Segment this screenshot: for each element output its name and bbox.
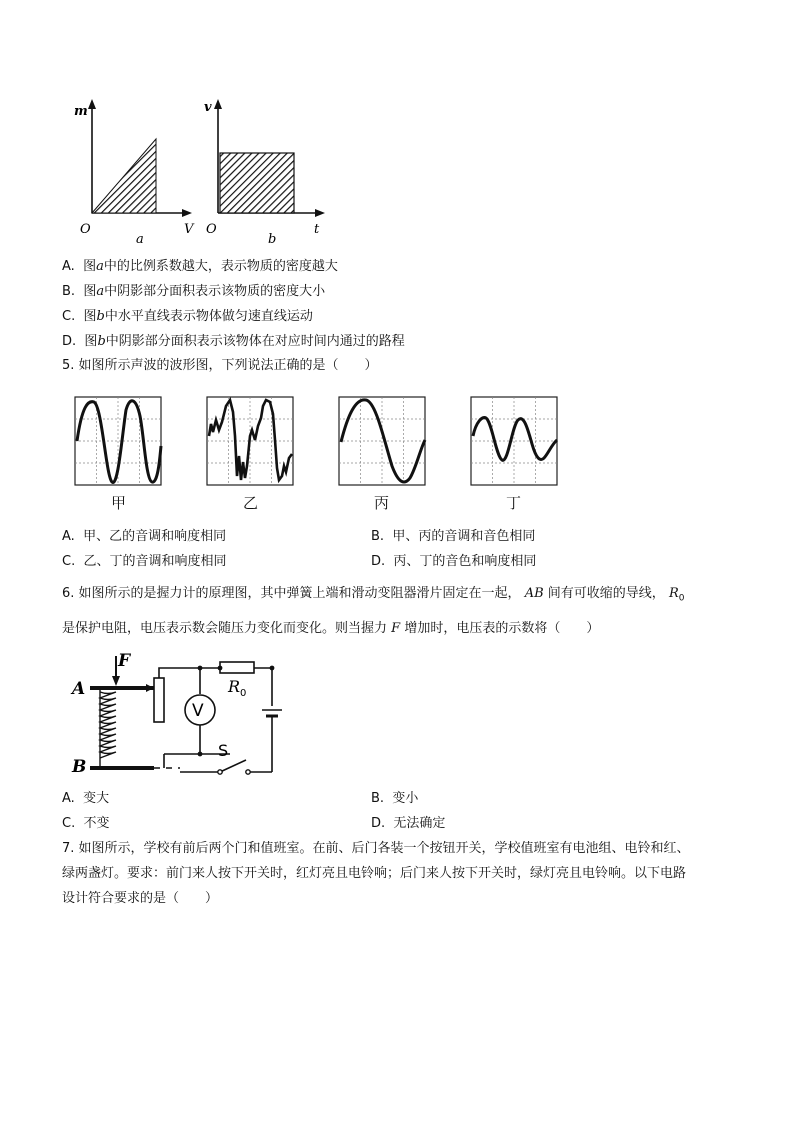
q6-stem-line1: 6. 如图所示的是握力计的原理图，其中弹簧上端和滑动变阻器滑片固定在一起， AB 间有可收缩的导线， $R_0$ — [62, 586, 685, 604]
q7-stem-line3: 设计符合要求的是（ ） — [62, 891, 219, 906]
q4-option-b: B. 图a中阴影部分面积表示该物质的密度大小 — [62, 284, 326, 299]
waveform-ding — [470, 396, 560, 488]
graph-b-origin: O — [206, 222, 217, 237]
graph-a — [70, 95, 194, 255]
wave-label-yi: 乙 — [243, 494, 259, 512]
q5-option-d: D. 丙、丁的音色和响度相同 — [371, 554, 537, 569]
circuit-label-v: V — [192, 701, 204, 721]
circuit-label-r: R — [228, 677, 241, 696]
graph-a-y-label: m — [74, 104, 88, 119]
wave-label-ding: 丁 — [506, 494, 522, 512]
circuit-label-r-sub: 0 — [240, 688, 247, 699]
q4-option-a: A. 图a中的比例系数越大，表示物质的密度越大 — [62, 259, 338, 274]
q7-stem-line2: 绿两盏灯。要求：前门来人按下开关时，红灯亮且电铃响；后门来人按下开关时，绿灯亮且电铃响。以下电路 — [62, 866, 687, 881]
waveform-jia — [74, 396, 164, 488]
wave-label-jia: 甲 — [111, 494, 127, 512]
q6-option-c: C. 不变 — [62, 816, 110, 831]
wave-label-bing: 丙 — [374, 494, 390, 512]
q4-option-c: C. 图b中水平直线表示物体做匀速直线运动 — [62, 309, 313, 324]
q6-stem-line2: 是保护电阻，电压表示数会随压力变化而变化。则当握力 F 增加时，电压表的示数将（ ） — [62, 621, 600, 636]
graph-a-x-label: V — [184, 222, 194, 237]
circuit-label-a: A — [72, 679, 86, 699]
q5-stem: 5. 如图所示声波的波形图，下列说法正确的是（ ） — [62, 358, 378, 373]
q7-stem-line1: 7. 如图所示，学校有前后两个门和值班室。在前、后门各装一个按钮开关，学校值班室有电池组、电铃和红、 — [62, 841, 690, 856]
graph-b-caption: b — [268, 232, 277, 247]
circuit-label-f: F — [118, 651, 131, 671]
graph-b — [196, 95, 326, 255]
q5-option-a: A. 甲、乙的音调和响度相同 — [62, 529, 227, 544]
q5-option-c: C. 乙、丁的音调和响度相同 — [62, 554, 227, 569]
q4-option-d: D. 图b中阴影部分面积表示该物体在对应时间内通过的路程 — [62, 334, 405, 349]
graph-a-caption: a — [136, 232, 144, 247]
q6-option-a: A. 变大 — [62, 791, 110, 806]
grip-force-circuit — [70, 650, 290, 780]
graph-a-origin: O — [80, 222, 91, 237]
waveform-yi — [206, 396, 296, 488]
q6-option-b: B. 变小 — [371, 791, 419, 806]
graph-b-y-label: v — [204, 100, 212, 115]
circuit-label-s: S — [218, 741, 229, 760]
circuit-label-b: B — [72, 757, 87, 777]
q5-option-b: B. 甲、丙的音调和音色相同 — [371, 529, 536, 544]
waveform-bing — [338, 396, 428, 488]
q6-option-d: D. 无法确定 — [371, 816, 446, 831]
graph-b-x-label: t — [314, 222, 320, 237]
